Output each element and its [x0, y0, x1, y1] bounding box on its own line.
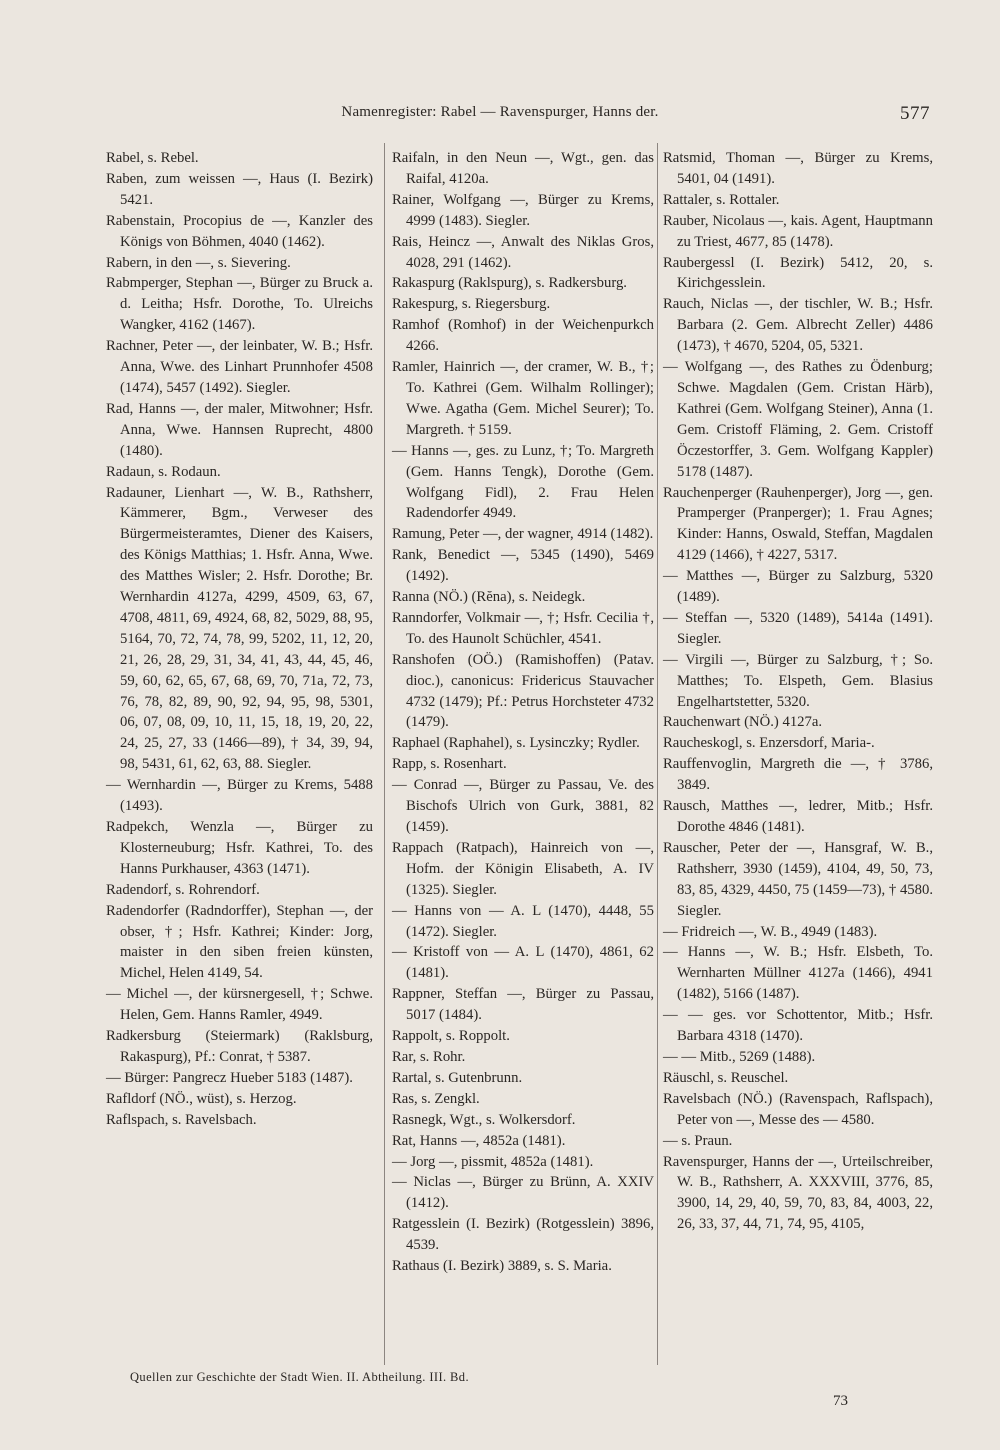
index-entry: Rachner, Peter —, der leinbater, W. B.; Hsfr. Anna, Wwe. des Linhart Prunnhofer 4508 (1474), 5457 (1492). Siegler.	[106, 338, 373, 396]
index-entry: Rainer, Wolfgang —, Bürger zu Krems, 4999 (1483). Siegler.	[392, 191, 654, 229]
index-column-2	[392, 148, 654, 1277]
index-entry: Radendorfer (Radndorffer), Stephan —, der obser, †; Hsfr. Kathrei; Kinder: Jorg, maister in den siben freien künsten, Michel, Helen 4149, 54.	[106, 902, 373, 982]
index-entry: Rappach (Ratpach), Hainreich von —, Hofm. der Königin Elisabeth, A. IV (1325). Siegler.	[392, 839, 654, 898]
index-entry: Rat, Hanns —, 4852a (1481).	[392, 1132, 566, 1149]
index-entry: Rasnegk, Wgt., s. Wolkersdorf.	[392, 1111, 576, 1128]
index-entry: Rappolt, s. Roppolt.	[392, 1028, 510, 1045]
index-entry: Raben, zum weissen —, Haus (I. Bezirk) 5421.	[106, 170, 373, 208]
index-entry: Rauchenperger (Rauhenperger), Jorg —, gen. Pramperger (Pranperger); 1. Frau Agnes; Kinder: Hanns, Oswald, Steffan, Magdalen 4129 (1466), † 4227, 5317.	[663, 484, 933, 564]
index-entry: Rad, Hanns —, der maler, Mitwohner; Hsfr. Anna, Wwe. Hannsen Ruprecht, 4800 (1480).	[106, 400, 373, 459]
index-entry: — Michel —, der kürsnergesell, †; Schwe. Helen, Gem. Hanns Ramler, 4949.	[106, 986, 373, 1024]
index-entry: — Bürger: Pangrecz Hueber 5183 (1487).	[106, 1069, 353, 1086]
index-entry: — s. Praun.	[663, 1132, 733, 1149]
index-entry: Rabern, in den —, s. Sievering.	[106, 254, 291, 271]
index-entry: Rank, Benedict —, 5345 (1490), 5469 (1492).	[392, 547, 654, 585]
index-entry: Ratsmid, Thoman —, Bürger zu Krems, 5401, 04 (1491).	[663, 150, 933, 187]
index-entry: Rartal, s. Gutenbrunn.	[392, 1069, 523, 1086]
index-entry: Radpekch, Wenzla —, Bürger zu Klosterneuburg; Hsfr. Kathrei, To. des Hanns Purkhauser, 4363 (1471).	[106, 819, 373, 877]
index-entry: Rauchenwart (NÖ.) 4127a.	[663, 714, 823, 731]
index-entry: — Hanns von — A. L (1470), 4448, 55 (1472). Siegler.	[392, 902, 654, 940]
index-entry: Ranndorfer, Volkmair —, †; Hsfr. Cecilia †, To. des Haunolt Schüchler, 4541.	[392, 609, 654, 647]
index-entry: Rabenstain, Procopius de —, Kanzler des Königs von Böhmen, 4040 (1462).	[106, 212, 373, 250]
index-entry: — Matthes —, Bürger zu Salzburg, 5320 (1489).	[663, 568, 933, 606]
index-entry: Raucheskogl, s. Enzersdorf, Maria-.	[663, 735, 875, 752]
index-entry: Rais, Heincz —, Anwalt des Niklas Gros, 4028, 291 (1462).	[392, 233, 654, 271]
index-entry: Rausch, Matthes —, ledrer, Mitb.; Hsfr. Dorothe 4846 (1481).	[663, 798, 933, 835]
index-entry: — — Mitb., 5269 (1488).	[663, 1048, 816, 1065]
index-entry: — Niclas —, Bürger zu Brünn, A. XXIV (1412).	[392, 1174, 654, 1212]
index-entry: Ranna (NÖ.) (Rĕna), s. Neidegk.	[392, 589, 586, 606]
index-entry: Ravelsbach (NÖ.) (Ravenspach, Raflspach), Peter von —, Messe des — 4580.	[663, 1090, 933, 1128]
index-entry: Ramler, Hainrich —, der cramer, W. B., †; To. Kathrei (Gem. Wilhalm Rollinger); Wwe. Agatha (Gem. Michel Seurer); To. Margreth. † 5159.	[392, 359, 654, 438]
index-entry: Ranshofen (OÖ.) (Ramishoffen) (Patav. dioc.), canonicus: Fridericus Stauvacher 4732 (1479); Pf.: Petrus Horchsteter 4732 (1479).	[392, 651, 654, 731]
index-entry: — Conrad —, Bürger zu Passau, Ve. des Bischofs Ulrich von Gurk, 3881, 82 (1459).	[392, 777, 654, 835]
index-entry: — Wernhardin —, Bürger zu Krems, 5488 (1493).	[106, 777, 373, 815]
index-entry: Raubergessl (I. Bezirk) 5412, 20, s. Kirichgesslein.	[663, 254, 933, 292]
index-entry: Ramhof (Romhof) in der Weichenpurkch 4266.	[392, 317, 654, 355]
page-number: 577	[900, 103, 930, 124]
index-entry: Rauffenvoglin, Margreth die —, † 3786, 3849.	[663, 756, 933, 794]
index-entry: Ramung, Peter —, der wagner, 4914 (1482).	[392, 526, 654, 543]
index-entry: Rattaler, s. Rottaler.	[663, 191, 780, 208]
index-entry: — Jorg —, pissmit, 4852a (1481).	[392, 1153, 594, 1170]
index-entry: — Kristoff von — A. L (1470), 4861, 62 (1481).	[392, 944, 654, 982]
index-entry: Radauner, Lienhart —, W. B., Rathsherr, Kämmerer, Bgm., Verweser des Bürgermeisteramtes, Diener des Kaisers, des Königs Matthias; 1. Hsfr. Anna, Wwe. des Matthes Wisler; 2. Hsfr. Dorothe; Br. Wernhardin 4127a, 4299, 4509, 63, 67, 4708, 4811, 69, 4924, 68, 82, 5029, 88, 95, 5164, 70, 72, 74, 78, 99, 5202, 11, 12, 20, 21, 26, 28, 29, 31, 34, 41, 43, 44, 45, 46, 59, 60, 62, 65, 67, 68, 69, 70, 71a, 72, 73, 76, 78, 82, 89, 90, 92, 94, 95, 98, 5301, 06, 07, 08, 09, 10, 11, 15, 18, 19, 20, 22, 24, 25, 27, 33 (1466—89), † 34, 39, 94, 98, 5431, 61, 62, 63, 88. Siegler.	[106, 484, 373, 773]
index-entry: — Virgili —, Bürger zu Salzburg, †; So. Matthes; To. Elspeth, Gem. Blasius Engelhartstetter, 5320.	[663, 651, 933, 710]
index-entry: Räuschl, s. Reuschel.	[663, 1069, 789, 1086]
index-entry: Raphael (Raphahel), s. Lysinczky; Rydler.	[392, 735, 640, 752]
running-header: Namenregister: Rabel — Ravenspurger, Hanns der.	[341, 104, 659, 120]
index-entry: Rafldorf (NÖ., wüst), s. Herzog.	[106, 1090, 297, 1107]
index-entry: — Fridreich —, W. B., 4949 (1483).	[663, 923, 878, 940]
index-entry: Rakespurg, s. Riegersburg.	[392, 296, 551, 313]
index-entry: Raifaln, in den Neun —, Wgt., gen. das Raifal, 4120a.	[392, 150, 654, 187]
index-entry: Rabmperger, Stephan —, Bürger zu Bruck a. d. Leitha; Hsfr. Dorothe, To. Ulreichs Wangker, 4162 (1467).	[106, 275, 373, 334]
index-entry: Rapp, s. Rosenhart.	[392, 756, 507, 773]
source-footer: Quellen zur Geschichte der Stadt Wien. II. Abtheilung. III. Bd.	[130, 1370, 469, 1384]
index-entry: Ravenspurger, Hanns der —, Urteilschreiber, W. B., Rathsherr, A. XXXVIII, 3776, 85, 3900, 14, 29, 40, 59, 70, 83, 84, 4003, 22, 26, 33, 37, 44, 71, 74, 95, 4105,	[663, 1153, 933, 1233]
column-divider-2	[657, 143, 658, 1365]
index-entry: Raflspach, s. Ravelsbach.	[106, 1111, 257, 1128]
column-divider-1	[384, 143, 385, 1365]
index-column-1	[106, 148, 373, 1131]
index-entry: — Wolfgang —, des Rathes zu Ödenburg; Schwe. Magdalen (Gem. Cristan Härb), Kathrei (Gem. Wolfgang Steiner), Anna (1. Gem. Cristoff Fläming, 2. Gem. Cristoff Öczestorffer, 3. Gem. Wolfgang Kappler) 5178 (1487).	[663, 359, 933, 480]
printer-signature: 73	[833, 1393, 848, 1409]
index-entry: Rabel, s. Rebel.	[106, 150, 199, 166]
index-entry: Rar, s. Rohr.	[392, 1048, 466, 1065]
index-column-3	[663, 148, 933, 1235]
index-entry: Radendorf, s. Rohrendorf.	[106, 881, 260, 898]
index-entry: — Steffan —, 5320 (1489), 5414a (1491). Siegler.	[663, 609, 933, 647]
index-entry: Rathaus (I. Bezirk) 3889, s. S. Maria.	[392, 1258, 612, 1275]
index-entry: Ras, s. Zengkl.	[392, 1090, 480, 1107]
index-entry: Rakaspurg (Raklspurg), s. Radkersburg.	[392, 275, 627, 292]
index-entry: — — ges. vor Schottentor, Mitb.; Hsfr. Barbara 4318 (1470).	[663, 1007, 933, 1045]
index-entry: — Hanns —, ges. zu Lunz, †; To. Margreth (Gem. Hanns Tengk), Dorothe (Gem. Wolfgang Fidl), 2. Frau Helen Radendorfer 4949.	[392, 442, 654, 522]
index-entry: Radkersburg (Steiermark) (Raklsburg, Rakaspurg), Pf.: Conrat, † 5387.	[106, 1028, 373, 1065]
index-entry: Ratgesslein (I. Bezirk) (Rotgesslein) 3896, 4539.	[392, 1216, 654, 1254]
index-entry: Radaun, s. Rodaun.	[106, 463, 221, 480]
index-entry: Rauscher, Peter der —, Hansgraf, W. B., Rathsherr, 3930 (1459), 4104, 49, 50, 73, 83, 85, 4329, 4450, 75 (1459—73), † 4580. Siegler.	[663, 839, 933, 919]
index-entry: Rappner, Steffan —, Bürger zu Passau, 5017 (1484).	[392, 986, 654, 1024]
index-entry: — Hanns —, W. B.; Hsfr. Elsbeth, To. Wernharten Müllner 4127a (1466), 4941 (1482), 5166 (1487).	[663, 944, 933, 1003]
index-entry: Rauber, Nicolaus —, kais. Agent, Hauptmann zu Triest, 4677, 85 (1478).	[663, 212, 933, 250]
index-entry: Rauch, Niclas —, der tischler, W. B.; Hsfr. Barbara (2. Gem. Albrecht Zeller) 4486 (1473), † 4670, 5204, 05, 5321.	[663, 296, 933, 355]
